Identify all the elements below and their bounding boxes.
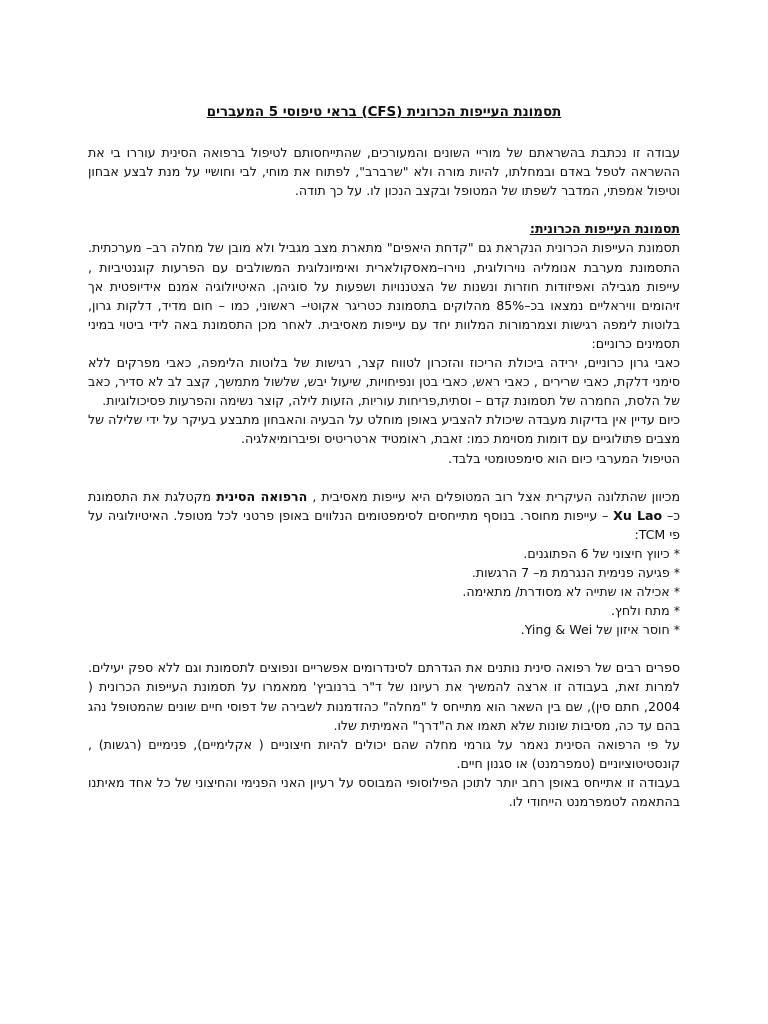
tcm-bold-chinese-medicine: הרפואה הסינית xyxy=(216,488,308,504)
cfs-paragraph-1: תסמונת העייפות הכרונית הנקראת גם "קדחת היאפים" מתארת מצב מגביל ולא מובן של מחלה רב– מערכתית. התסמונת מערבת אנומליה נוירולוגית, נוירו–מאסקולארית ואימיונלוגית המשולבים עם הפרעות קוגנטיביות , עייפות מגבילה ואפיזודות חוזרות ונשנות של הצטננויות ושפעות על סוגיהן. האיטיולוגיה אמנם אידיופטית אך זיהומים וויראליים נמצאו בכ–85% מהלוקים בתסמונת כטריגר אקוטי– ראשוני, כמו – חום מדיד, דלקות גרון, בלוטות לימפה רגישות וצמרמורות המלוות יחד עם עייפות מאסיבית. לאחר מכן התסמונת באה לידי ביטוי במיני תסמינים כרוניים: xyxy=(88,240,680,351)
list-item: * אכילה או שתייה לא מסודרת/ מתאימה. xyxy=(462,584,680,600)
list-item: * מתח ולחץ. xyxy=(611,603,680,619)
books-paragraph-3: בעבודה זו אתייחס באופן רחב יותר לתוכן הפילוסופי המבוסס על רעיון האני הפנימי והחיצוני של כל אחד מאיתנו בהתאמה לטמפרמנט הייחודי לו. xyxy=(88,774,680,809)
tcm-text-a: מכיוון שהתלונה העיקרית אצל רוב המטופלים היא עייפות מאסיבית , xyxy=(307,488,681,504)
books-paragraph-1: ספרים רבים של רפואה סינית נותנים את הגדרתם לסינדרומים אפשריים ונפוצים לתסמונת וגם ללא ספק יעילים. למרות זאת, בעבודה זו ארצה להמשיך את רעיונו של ד"ר ברנוביץ' ממאמרו על תסמונת העייפות הכרונית ( 2004, חתם סין), שם בין השאר הוא מתייחס ל "מחלה" כהזדמנות לשבירה של דפוסי חיים שונים שהמטופל נהג בהם עד כה, מסיבות שונות שלא תאמו את ה"דרך" האמיתית שלו. xyxy=(88,660,680,733)
spacer xyxy=(88,639,680,658)
cfs-paragraph-2: כאבי גרון כרוניים, ירידה ביכולת הריכוז והזכרון לטווח קצר, רגישות של בלוטות הלימפה, כאבי מפרקים ללא סימני דלקת, כאבי שרירים , כאבי ראש, כאבי בטן ונפיחויות, שיעול יבש, שלשול מתמשך, קצב לב לא סדיר, כאב של הלסת, החמרה של תסמונת קדם – וסתית,פריחות עוריות, הזעות לילה, קוצר נשימה והפרעות פסיכולוגיות. xyxy=(88,355,680,409)
spacer xyxy=(88,468,680,487)
list-item: * חוסר איזון של Ying & Wei. xyxy=(520,622,680,638)
tcm-paragraph xyxy=(88,487,680,544)
tcm-text-b: מקטלגת את התסמונת כ– xyxy=(88,488,680,523)
cfs-paragraph-3: כיום עדיין אין בדיקות מעבדה שיכולת להצביע באופן מוחלט על הבעיה והאבחון מתבצע בעיקר על ידי שלילה של מצבים פתולוגיים עם דומות מסוימת כמו: זאבת, ראומטיד ארטריטיס ופיברומיאלגיה. xyxy=(88,412,680,447)
document-page xyxy=(88,103,680,811)
document-title: תסמונת העייפות הכרונית (CFS) בראי טיפוסי 5 המעברים xyxy=(206,105,562,120)
books-paragraph-2: על פי הרפואה הסינית נאמר על גורמי מחלה שהם יכולים להיות חיצוניים ( אקלימיים), פנימיים (רגשות) , קונסטיטוציוניים (טמפרמנט) או סגנון חיים. xyxy=(88,736,680,771)
spacer xyxy=(88,200,680,219)
list-item: * פגיעה פנימית הנגרמת מ– 7 הרגשות. xyxy=(471,564,680,580)
intro-paragraph: עבודה זו נכתבת בהשראתם של מוריי השונים והמעורכים, שהתייחסותם לטיפול ברפואה הסינית עוררו בי את ההשראה לטפל באדם ובמחלתו, להיות מורה ולא "שרברב", לפתוח את מוחי, לבי וחושיי על מנת לבצע אבחון וטיפול אמפתי, המדבר לשפתו של המטופל ובקצב הנכון לו. על כך תודה. xyxy=(88,145,680,199)
section-heading-cfs: תסמונת העייפות הכרונית: xyxy=(529,221,680,237)
cfs-paragraph-4: הטיפול המערבי כיום הוא סימפטומטי בלבד. xyxy=(447,450,680,466)
list-item: * כיווץ חיצוני של 6 הפתוגנים. xyxy=(523,545,680,561)
tcm-bold-xu-lao: Xu Lao xyxy=(613,507,663,523)
tcm-text-c: – עייפות מחוסר. בנוסף מתייחסים לסימפטומים הנלווים באופן פרטני לכל מטופל. האיטיולוגיה על פי TCM: xyxy=(88,507,680,542)
tcm-etiology-list xyxy=(88,544,680,639)
